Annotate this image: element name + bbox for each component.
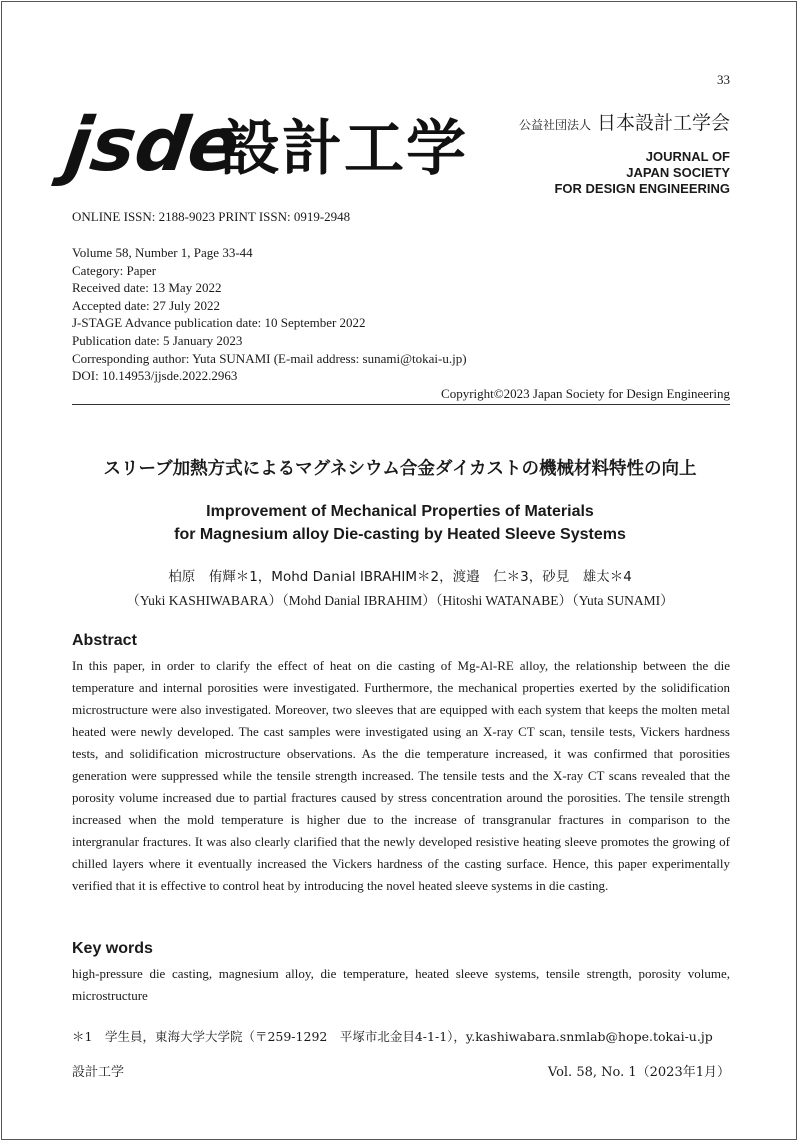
- society-name-en-3: FOR DESIGN ENGINEERING: [554, 181, 730, 196]
- journal-title-jp: 設計工学: [220, 114, 468, 184]
- title-en-line-1: Improvement of Mechanical Properties of Materials: [206, 503, 594, 520]
- author-footnote: ＊1 学生員，東海大学大学院（〒259-1292 平塚市北金目4-1-1），y.kashiwabara.snmlab@hope.tokai-u.jp: [72, 1029, 713, 1044]
- copyright-line: Copyright©2023 Japan Society for Design Engineering: [72, 386, 730, 405]
- jsde-logo: [60, 101, 245, 194]
- title-en-line-2: for Magnesium alloy Die-casting by Heated Sleeve Systems: [174, 526, 626, 543]
- meta-accepted: Accepted date: 27 July 2022: [72, 297, 221, 313]
- authors-jp: 柏原 侑輝＊1，Mohd Danial IBRAHIM＊2，渡邉 仁＊3，砂見 雄太＊4: [168, 569, 632, 585]
- society-name-en-2: JAPAN SOCIETY: [626, 165, 730, 180]
- meta-publication: Publication date: 5 January 2023: [72, 332, 243, 348]
- issn-line: ONLINE ISSN: 2188-9023 PRINT ISSN: 0919-2948: [72, 209, 351, 224]
- meta-advance: J-STAGE Advance publication date: 10 September 2022: [72, 315, 366, 331]
- article-title-jp: スリーブ加熱方式によるマグネシウム合金ダイカストの機械材料特性の向上: [103, 459, 697, 479]
- logo-text: jsde: [60, 101, 245, 188]
- society-block: [519, 108, 730, 197]
- meta-volume: Volume 58, Number 1, Page 33-44: [72, 245, 253, 260]
- meta-received: Received date: 13 May 2022: [72, 280, 222, 296]
- keywords-heading: Key words: [72, 940, 153, 957]
- footer-journal: 設計工学: [72, 1065, 125, 1080]
- article-metadata: [72, 244, 467, 385]
- page-number: 33: [717, 72, 730, 87]
- keywords-body: high-pressure die casting, magnesium alloy, die temperature, heated sleeve systems, tensile strength, porosity volume, microstructure: [72, 966, 730, 1003]
- meta-doi: DOI: 10.14953/jjsde.2022.2963: [72, 368, 238, 384]
- article-title-en: [0, 500, 800, 546]
- society-name-en-1: JOURNAL OF: [645, 149, 730, 164]
- meta-corresponding: Corresponding author: Yuta SUNAMI (E-mail address: sunami@tokai-u.jp): [72, 350, 467, 366]
- society-name-jp: 日本設計工学会: [596, 112, 730, 134]
- authors-en: （Yuki KASHIWABARA）（Mohd Danial IBRAHIM）（Hitoshi WATANABE）（Yuta SUNAMI）: [126, 593, 674, 608]
- abstract-body: In this paper, in order to clarify the effect of heat on die casting of Mg-Al-RE alloy, the relationship between the die temperature and internal porosities were investigated. Furthermore, the mechanical properties exerted by the solidification microstructure were also investigated. Moreover, two sleeves that are equipped with each system that keeps the molten metal heated were newly developed. The cast samples were investigated using an X-ray CT scan, tensile tests, Vickers hardness tests, and solidification microstructure observations. As the die temperature increased, it was confirmed that porosities generation were suppressed while the tensile strength increased. The tensile tests and the X-ray CT scans revealed that the porosity volume increased due to partial fractures caused by stress concentration around the porosities. The tensile strength increased when the mold temperature is higher due to the increase of transgranular fractures in comparison to the intergranular fractures. It was also clearly clarified that the newly developed resistive heating sleeve promotes the growing of chilled layers where it eventually increased the Vickers hardness of the casting surface. Hence, this paper experimentally verified that it is effective to control heat by introducing the novel heated sleeve systems in die casting.: [72, 658, 730, 893]
- abstract-heading: Abstract: [72, 632, 137, 649]
- meta-category: Category: Paper: [72, 262, 157, 278]
- footer-issue: Vol. 58, No. 1（2023年1月）: [547, 1065, 730, 1080]
- society-type: 公益社団法人: [518, 118, 591, 132]
